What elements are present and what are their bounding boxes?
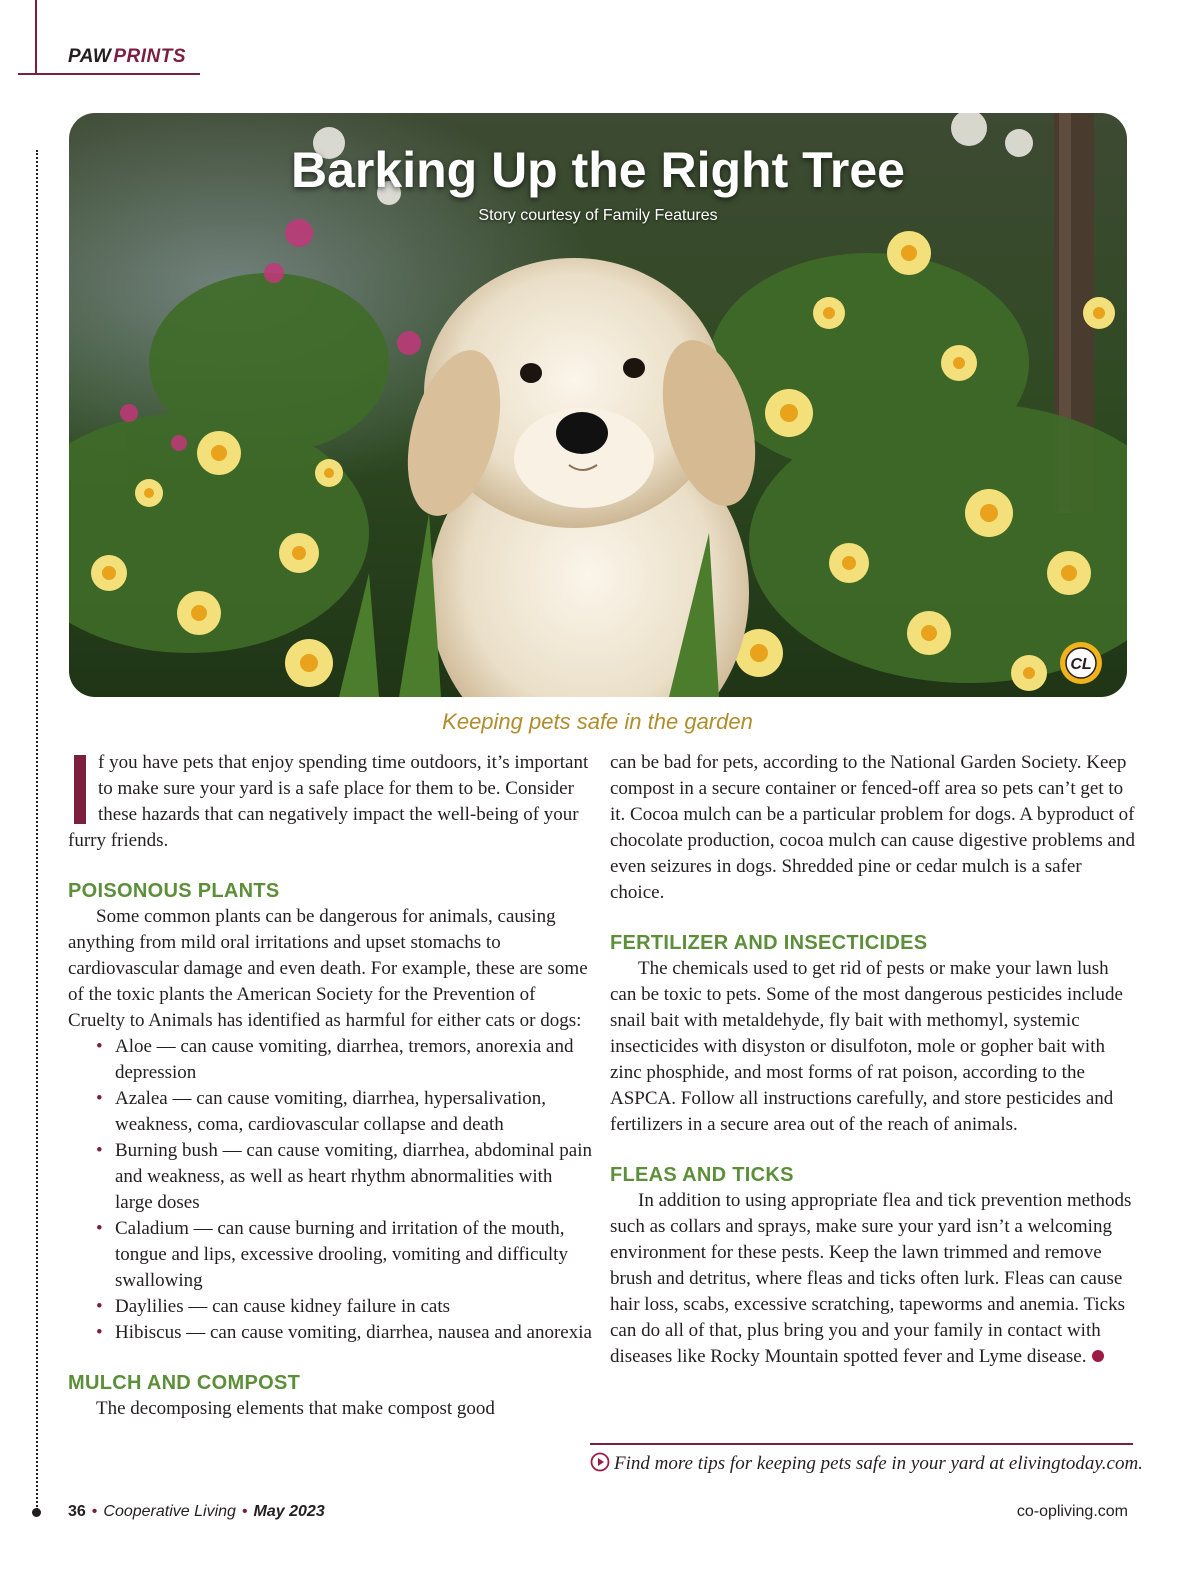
right-column	[610, 750, 1135, 1370]
cl-logo-text: CL	[1070, 656, 1092, 673]
more-tips-callout	[590, 1452, 1143, 1476]
margin-dotted-rule	[36, 150, 38, 1510]
fleas-paragraph	[610, 1188, 1135, 1370]
issue-date: May 2023	[253, 1503, 325, 1520]
footer-folio	[68, 1503, 325, 1521]
intro-text: f you have pets that enjoy spending time outdoors, it’s important to make sure your yard is a safe place for them to be. Consider these hazards that can negatively impact the well-being of your furry friends.	[68, 752, 589, 851]
list-item: • Daylilies — can cause kidney failure in cats	[68, 1294, 593, 1320]
article-subtitle: Keeping pets safe in the garden	[442, 709, 753, 734]
heading-fleas-ticks: FLEAS AND TICKS	[610, 1164, 794, 1186]
end-of-story-dot-icon	[1092, 1350, 1104, 1362]
heading-poisonous-plants: POISONOUS PLANTS	[68, 880, 280, 902]
list-item: • Hibiscus — can cause vomiting, diarrhea, nausea and anorexia	[68, 1320, 593, 1346]
footer-separator: •	[241, 1503, 248, 1520]
list-item: • Aloe — can cause vomiting, diarrhea, tremors, anorexia and depression	[68, 1034, 593, 1086]
page-number: 36	[68, 1503, 86, 1520]
header-vertical-rule	[35, 0, 37, 74]
heading-fertilizer-insecticides: FERTILIZER AND INSECTICIDES	[610, 932, 928, 954]
heading-mulch-compost: MULCH AND COMPOST	[68, 1372, 301, 1394]
fertilizer-paragraph: The chemicals used to get rid of pests or make your lawn lush can be toxic to pets. Some of the most dangerous pesticides include snail bait with metaldehyde, fly bait with methomyl, systemic insecticides with disyston or disulfoton, mole or gopher bait with zinc phosphide, and most forms of rat poison, according to the ASPCA. Follow all instructions carefully, and store pesticides and fertilizers in a secure area out of the reach of animals.	[610, 958, 1123, 1135]
fleas-text: In addition to using appropriate flea and tick prevention methods such as collars and sprays, make sure your yard isn’t a welcoming environment for these pests. Keep the lawn trimmed and remove brush and detritus, where fleas and ticks often lurk. Fleas can cause hair loss, scabs, excessive scratching, tapeworms and anemia. Ticks can do all of that, plus bring you and your family in contact with diseases like Rocky Mountain spotted fever and Lyme disease.	[610, 1190, 1132, 1367]
hero-image	[69, 113, 1127, 697]
story-credit: Story courtesy of Family Features	[478, 207, 718, 224]
toxic-plants-list	[68, 1034, 593, 1346]
section-label-word1: PAW	[68, 46, 112, 67]
section-label-word2: PRINTS	[113, 46, 187, 67]
cl-logo-icon	[1059, 641, 1103, 685]
footer-website[interactable]: co-opliving.com	[1016, 1503, 1128, 1520]
list-item: • Caladium — can cause burning and irritation of the mouth, tongue and lips, excessive drooling, vomiting and difficulty swallowing	[68, 1216, 593, 1294]
more-tips-text[interactable]: Find more tips for keeping pets safe in your yard at elivingtoday.com.	[614, 1453, 1143, 1474]
article-title: Barking Up the Right Tree	[291, 142, 905, 198]
poisonous-plants-paragraph: Some common plants can be dangerous for animals, causing anything from mild oral irritations and upset stomachs to cardiovascular damage and even death. For example, these are some of the toxic plants the American Society for the Prevention of Cruelty to Animals has identified as harmful for either cats or dogs:	[68, 906, 588, 1031]
section-label	[68, 46, 186, 68]
footer-separator: •	[91, 1503, 98, 1520]
left-column	[68, 750, 593, 1422]
magazine-name: Cooperative Living	[103, 1503, 236, 1520]
mulch-paragraph-continued: can be bad for pets, according to the National Garden Society. Keep compost in a secure container or fenced-off area so pets can’t get to it. Cocoa mulch can be a particular problem for dogs. A byproduct of chocolate production, cocoa mulch can cause digestive problems and even seizures in dogs. Shredded pine or cedar mulch is a safer choice.	[610, 752, 1135, 903]
tip-rule	[590, 1443, 1133, 1445]
puppy-garden-photo	[69, 113, 1127, 697]
margin-rule-end-dot	[32, 1508, 41, 1517]
header-horizontal-rule	[18, 73, 200, 75]
list-item: • Burning bush — can cause vomiting, diarrhea, abdominal pain and weakness, as well as heart rhythm abnormalities with large doses	[68, 1138, 593, 1216]
list-item: • Azalea — can cause vomiting, diarrhea, hypersalivation, weakness, coma, cardiovascular collapse and death	[68, 1086, 593, 1138]
drop-cap-bar	[74, 755, 86, 824]
intro-paragraph	[68, 750, 593, 854]
play-circle-icon	[590, 1452, 610, 1472]
mulch-paragraph-start: The decomposing elements that make compost good	[96, 1398, 495, 1419]
